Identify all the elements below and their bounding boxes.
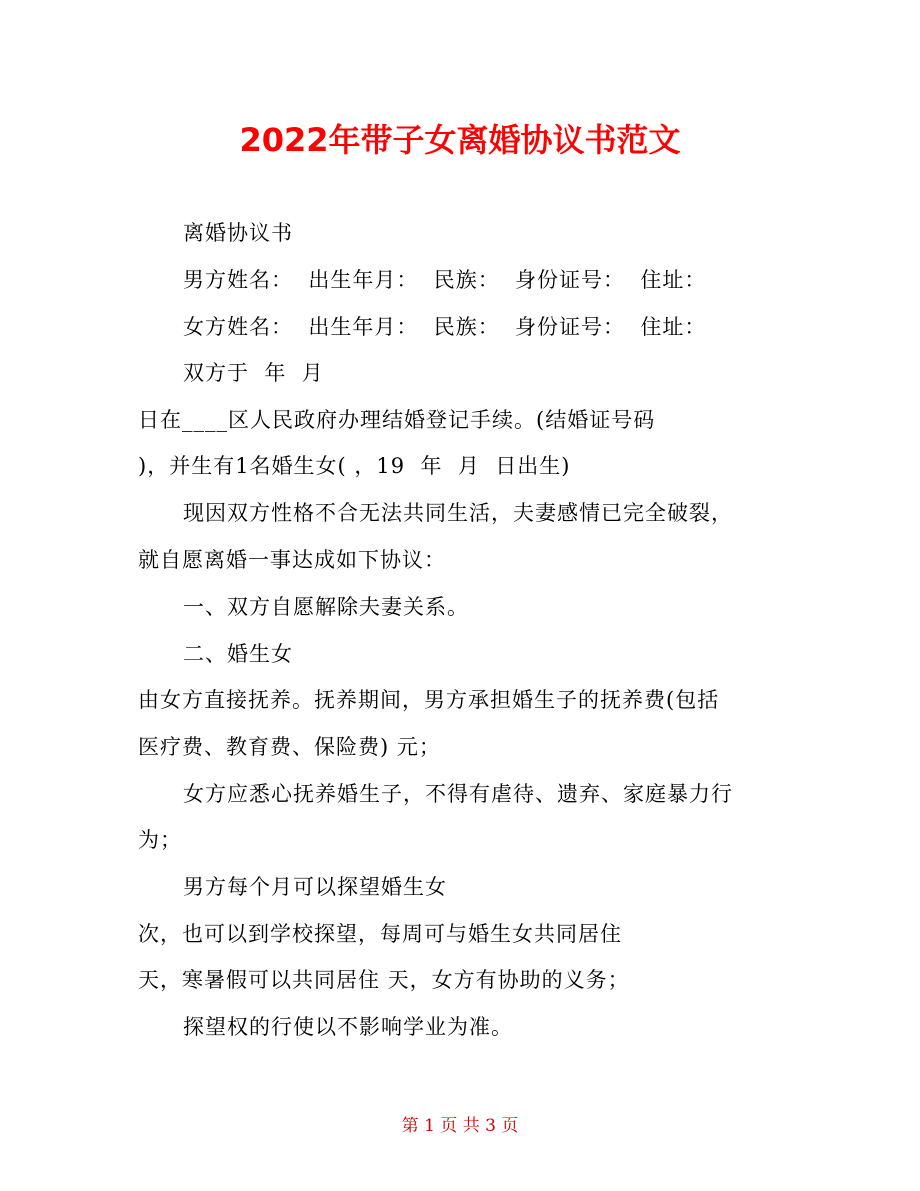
paragraph-line: 天，寒暑假可以共同居住 天，女方有协助的义务；: [138, 968, 630, 992]
paragraph-line: 就自愿离婚一事达成如下协议：: [138, 548, 446, 572]
paragraph-line: 双方于 年 月: [183, 361, 324, 385]
paragraph-line: )，并生有1名婚生女( ，19 年 月 日出生): [138, 454, 571, 478]
paragraph-line: 为；: [138, 828, 182, 852]
paragraph-line: 离婚协议书: [183, 221, 293, 245]
paragraph-line: 次，也可以到学校探望，每周可与婚生女共同居住: [138, 922, 622, 946]
page-number-footer: 第 1 页 共 3 页: [401, 1116, 519, 1136]
paragraph-line: 二、婚生女: [183, 642, 293, 666]
paragraph-line: 一、双方自愿解除夫妻关系。: [183, 595, 469, 619]
paragraph-line: 女方姓名： 出生年月： 民族： 身份证号： 住址：: [183, 315, 707, 339]
paragraph-line: 医疗费、教育费、保险费) 元；: [138, 735, 441, 759]
paragraph-line: 男方姓名： 出生年月： 民族： 身份证号： 住址：: [183, 268, 707, 292]
document-title: 2022年带子女离婚协议书范文: [239, 121, 681, 159]
paragraph-line: 探望权的行使以不影响学业为准。: [183, 1015, 513, 1039]
paragraph-line: 由女方直接抚养。抚养期间，男方承担婚生子的抚养费(包括: [138, 688, 720, 712]
paragraph-line: 现因双方性格不合无法共同生活，夫妻感情已完全破裂，: [183, 501, 733, 525]
paragraph-line: 日在____区人民政府办理结婚登记手续。(结婚证号码: [138, 408, 656, 432]
paragraph-line: 男方每个月可以探望婚生女: [183, 875, 447, 899]
paragraph-line: 女方应悉心抚养婚生子，不得有虐待、遗弃、家庭暴力行: [183, 782, 733, 806]
